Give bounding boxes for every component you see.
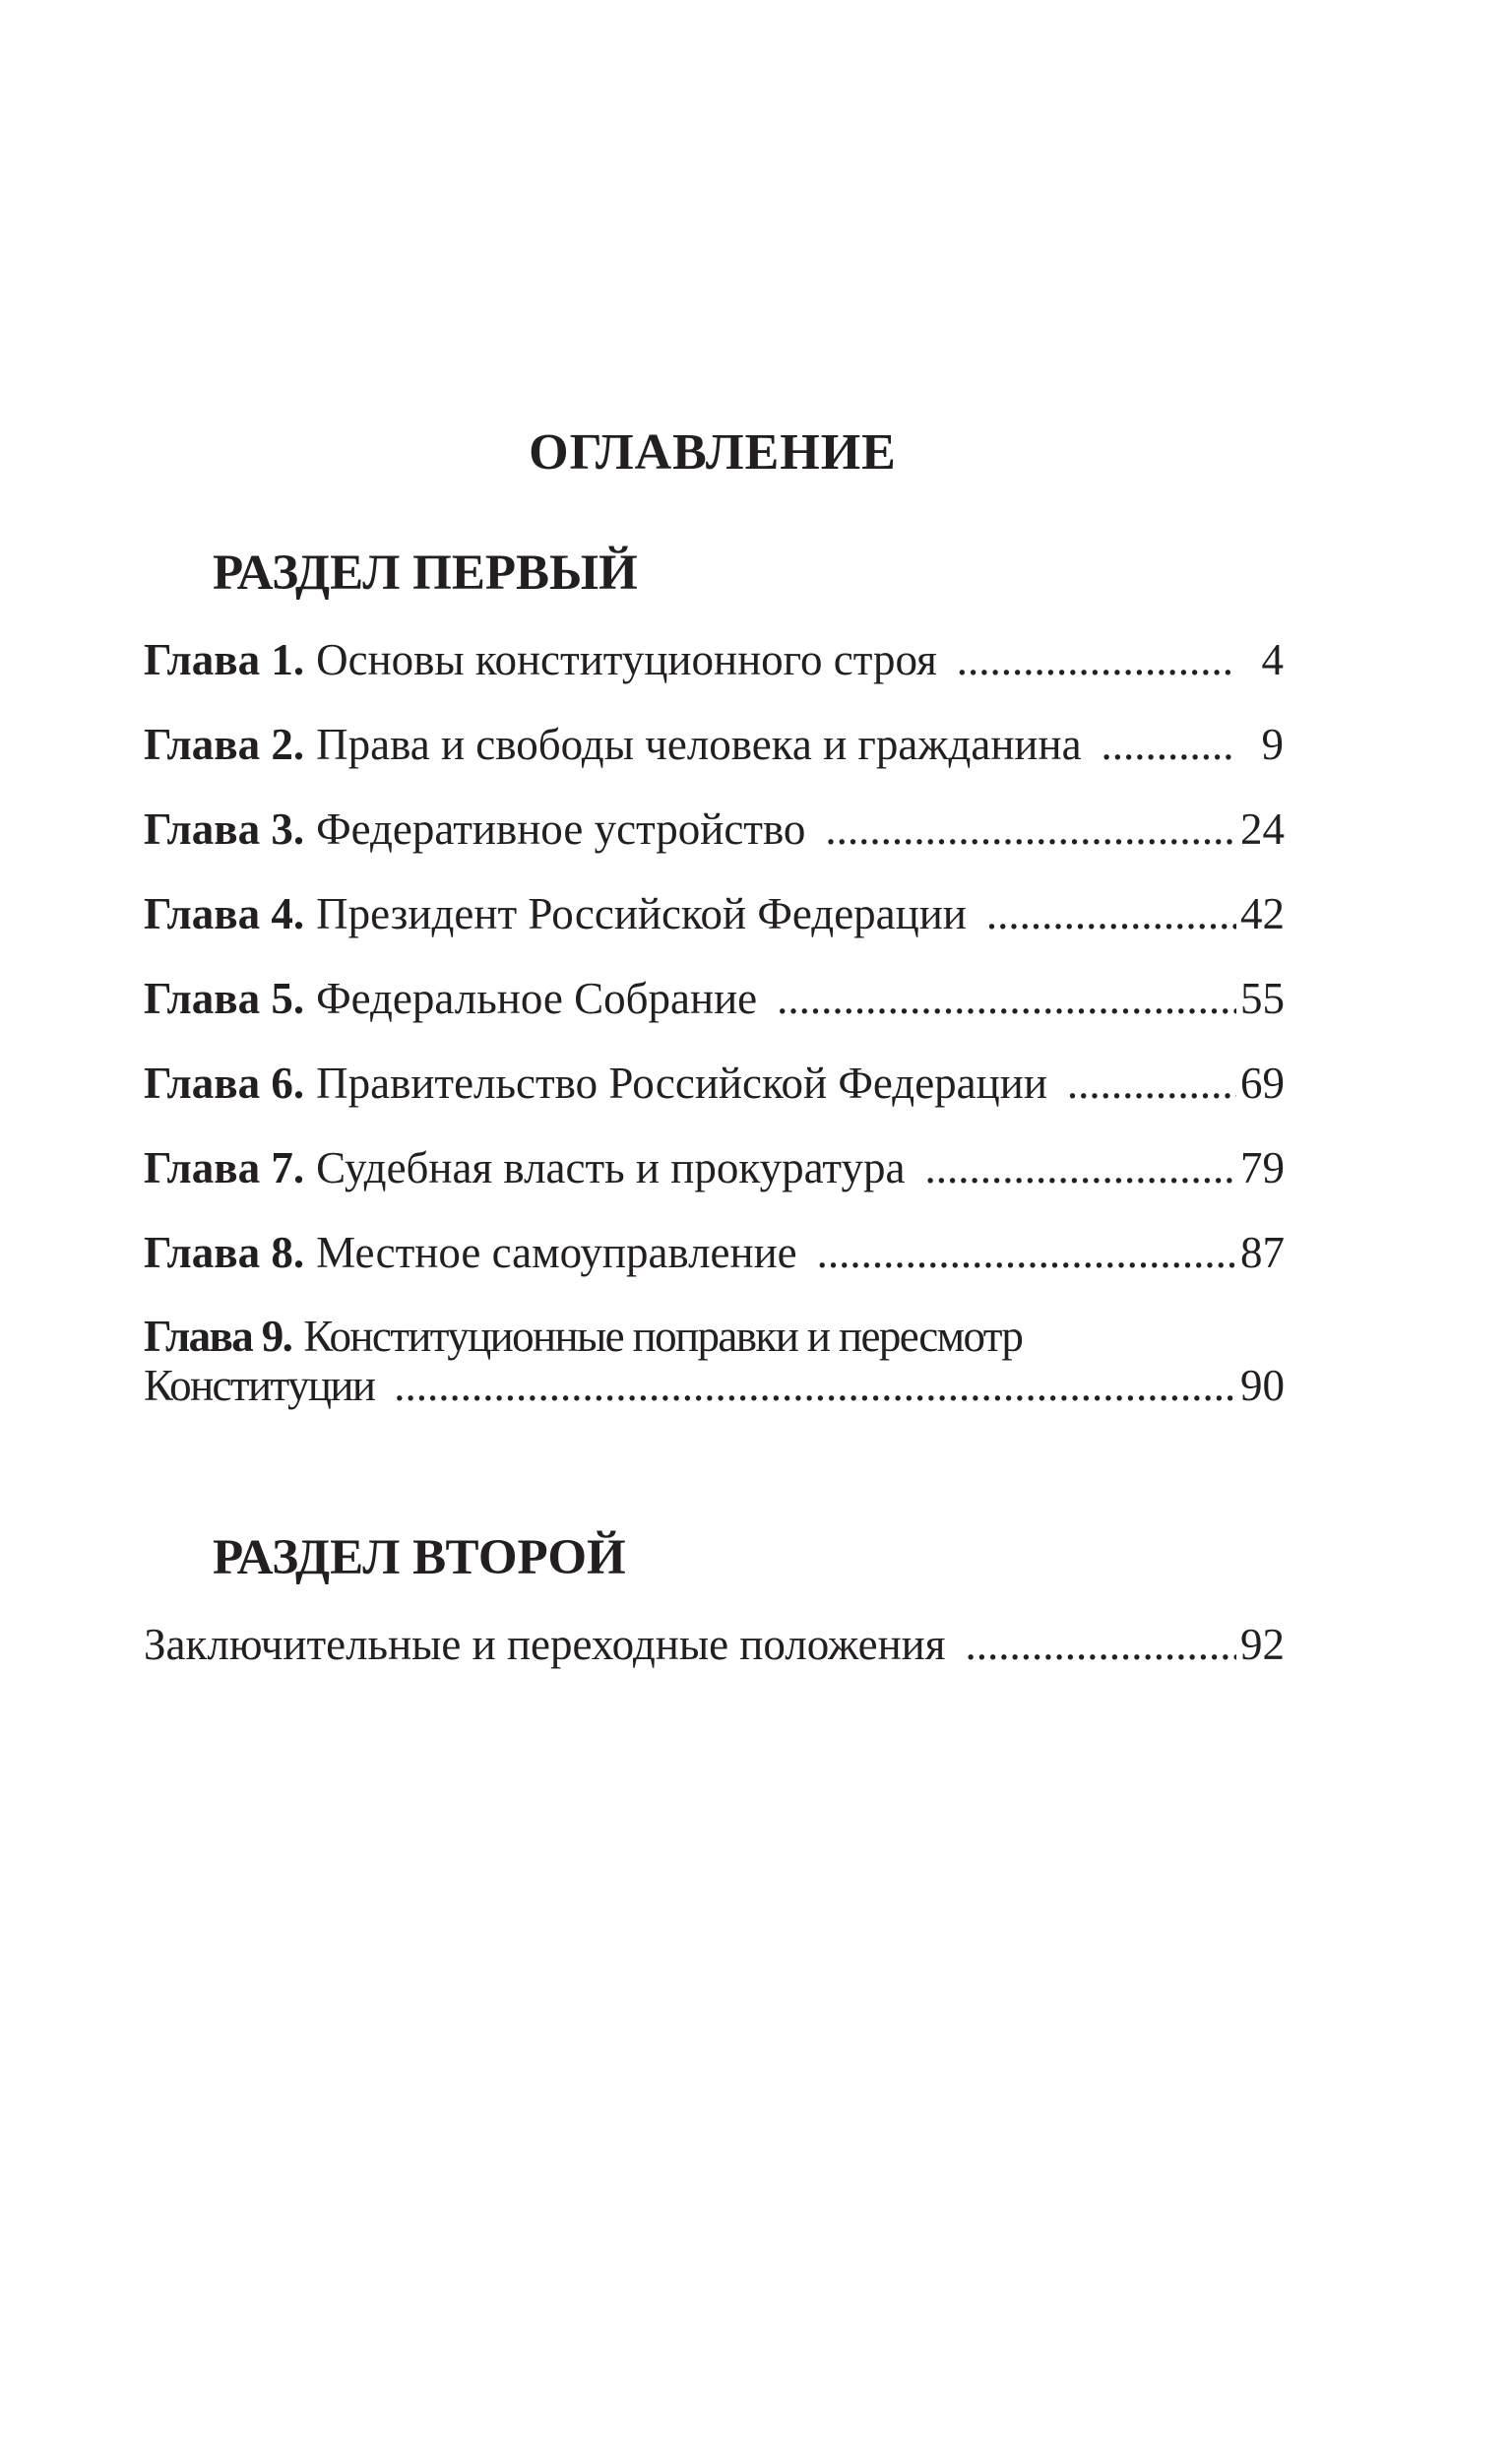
page-number: 79 [1240,1143,1285,1192]
chapter-title: Права и свободы человека и гражданина [316,720,1082,769]
page-number: 55 [1240,974,1285,1023]
dot-leader [394,1361,1236,1410]
dot-leader [924,1140,1236,1195]
chapter-number: Глава 9. [144,1312,292,1361]
chapter-number: Глава 3. [144,804,305,854]
dot-leader [965,1617,1236,1672]
page-number: 87 [1240,1228,1285,1277]
page-number: 9 [1261,720,1284,769]
page-number: 92 [1240,1620,1285,1669]
toc-entry-chapter-2[interactable] [144,717,1284,772]
dot-leader [825,802,1236,857]
chapter-number: Глава 2. [144,720,305,769]
page-number: 4 [1261,635,1284,684]
toc-entry-chapter-3[interactable] [144,802,1284,857]
dot-leader [1067,1056,1236,1111]
entry-title: Заключительные и переходные положения [144,1620,946,1669]
toc-entry-chapter-4[interactable] [144,886,1284,941]
chapter-number: Глава 4. [144,889,305,938]
chapter-title: Федеральное Собрание [316,974,758,1023]
dot-leader [957,632,1236,687]
page-number: 24 [1240,804,1285,854]
chapter-title-line-1: Конституционные поправки и пересмотр [303,1312,1023,1361]
toc-entry-chapter-7[interactable] [144,1140,1284,1195]
chapter-number: Глава 6. [144,1059,305,1108]
dot-leader [817,1225,1236,1280]
toc-entry-chapter-9[interactable] [144,1312,1284,1410]
chapter-number: Глава 1. [144,635,305,684]
dot-leader [1102,717,1236,772]
dot-leader [986,886,1236,941]
toc-entry-chapter-8[interactable] [144,1225,1284,1280]
toc-entry-final-provisions[interactable] [144,1617,1284,1672]
chapter-title: Федеративное устройство [316,804,806,854]
chapter-title-line-2: Конституции [144,1361,375,1410]
page-title: ОГЛАВЛЕНИЕ [529,424,897,481]
page-number: 69 [1240,1059,1285,1108]
toc-entry-chapter-6[interactable] [144,1056,1284,1111]
page-number: 90 [1240,1361,1285,1410]
section-heading-second: РАЗДЕЛ ВТОРОЙ [213,1530,626,1585]
chapter-title: Местное самоуправление [316,1228,797,1277]
chapter-title: Правительство Российской Федерации [316,1059,1047,1108]
toc-entry-chapter-5[interactable] [144,971,1284,1026]
page-number: 42 [1240,889,1285,938]
section-heading-first: РАЗДЕЛ ПЕРВЫЙ [213,546,638,601]
chapter-number: Глава 7. [144,1143,305,1192]
chapter-title: Президент Российской Федерации [316,889,967,938]
chapter-number: Глава 5. [144,974,305,1023]
chapter-title: Основы конституционного строя [316,635,937,684]
toc-entry-chapter-1[interactable] [144,632,1284,687]
dot-leader [777,971,1236,1026]
chapter-title: Судебная власть и прокуратура [316,1143,906,1192]
chapter-number: Глава 8. [144,1228,305,1277]
